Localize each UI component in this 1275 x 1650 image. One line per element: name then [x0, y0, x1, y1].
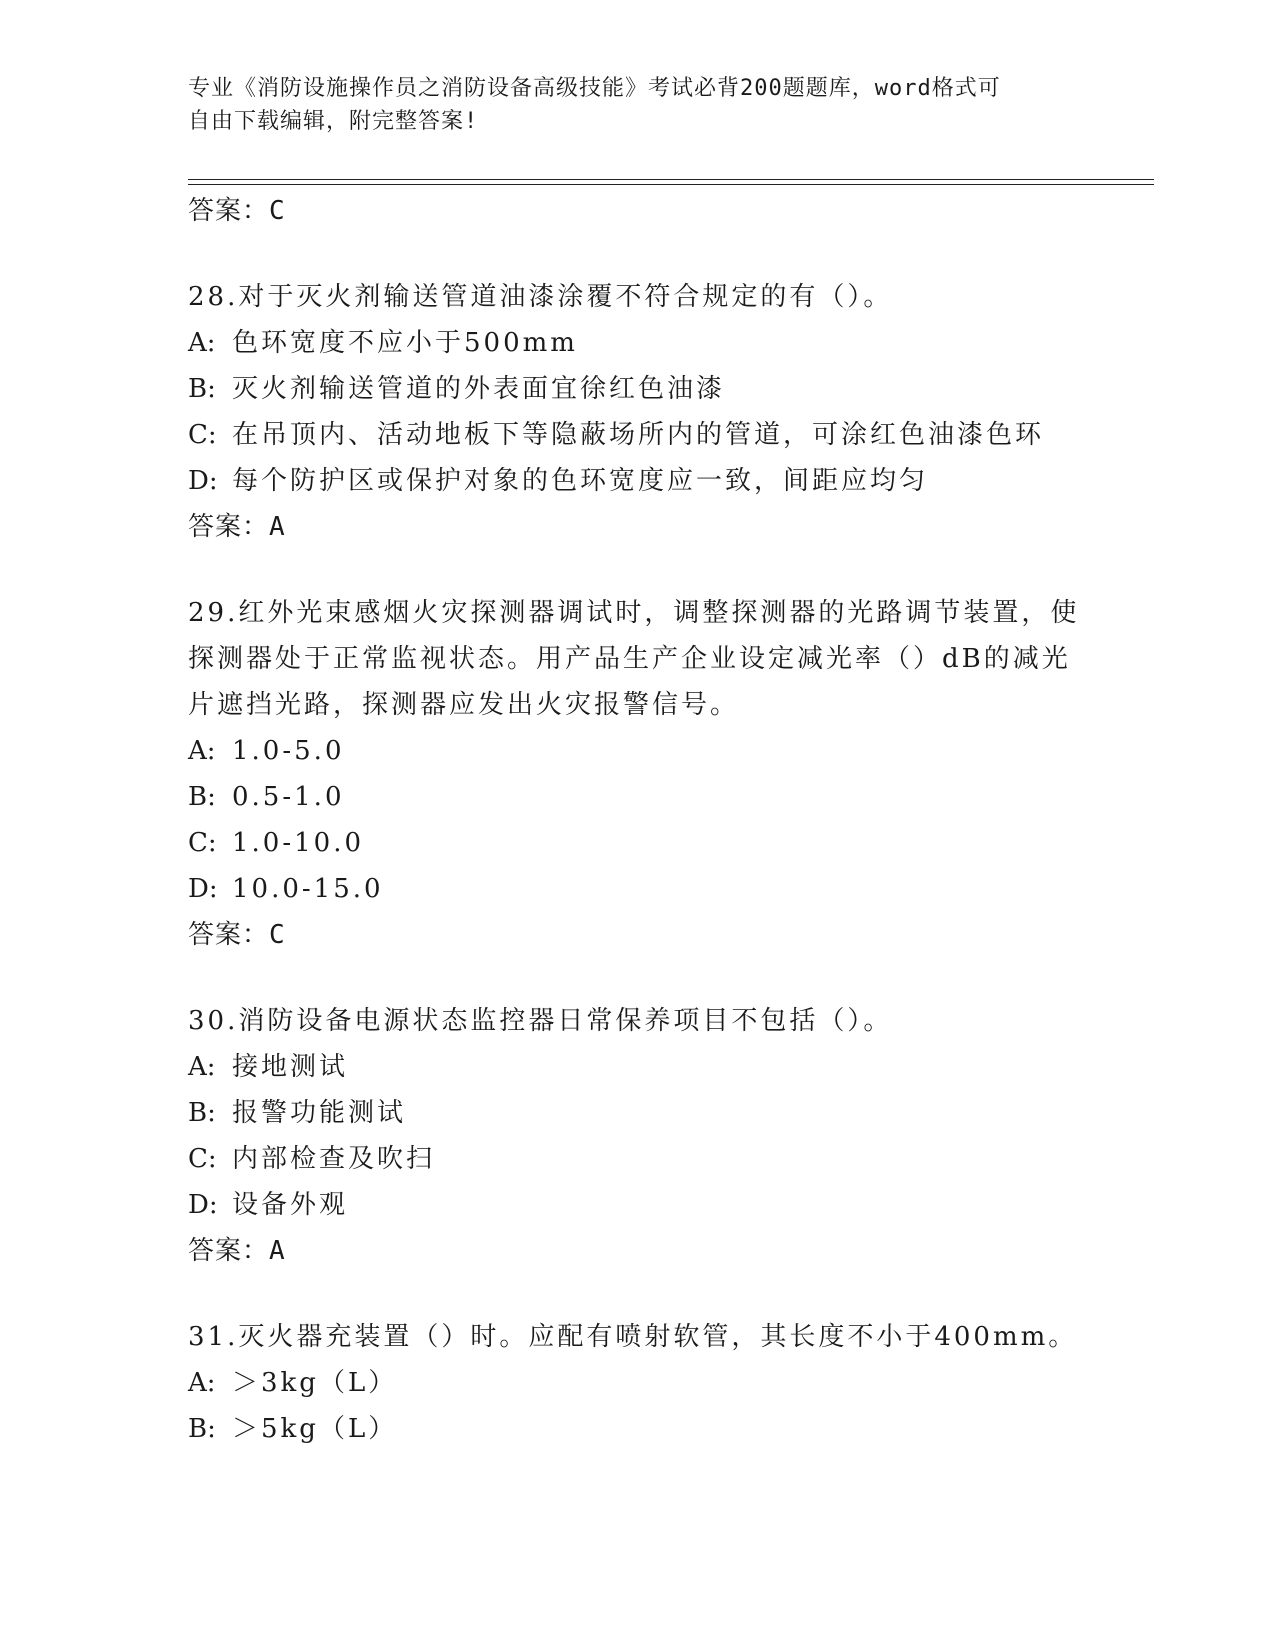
option-a	[188, 1360, 1088, 1406]
answer-value: C	[269, 196, 286, 226]
option-text: 1.0-10.0	[232, 828, 365, 858]
answer-line	[188, 1228, 1088, 1274]
option-text: ＞3kg（L）	[232, 1368, 398, 1398]
answer-line	[188, 912, 1088, 958]
option-text: 色环宽度不应小于500mm	[232, 328, 578, 358]
option-text: 在吊顶内、活动地板下等隐蔽场所内的管道，可涂红色油漆色环	[232, 420, 1045, 450]
option-c	[188, 412, 1088, 458]
answer-label: 答案：	[188, 512, 270, 542]
question-block	[188, 998, 1088, 1274]
option-text: 内部检查及吹扫	[232, 1144, 436, 1174]
header-line-2: 自由下载编辑，附完整答案!	[188, 109, 479, 134]
option-text: 报警功能测试	[232, 1098, 407, 1128]
answer-label: 答案：	[188, 920, 270, 950]
answer-line	[188, 188, 1088, 234]
option-text: 每个防护区或保护对象的色环宽度应一致，间距应均匀	[232, 466, 929, 496]
header-divider-top	[188, 179, 1154, 180]
option-letter: B:	[188, 1414, 216, 1444]
option-b	[188, 1090, 1088, 1136]
option-letter: B:	[188, 1098, 216, 1128]
option-b	[188, 1406, 1088, 1452]
option-c	[188, 820, 1088, 866]
option-letter: C:	[188, 420, 217, 450]
option-a	[188, 320, 1088, 366]
question-text: 30.消防设备电源状态监控器日常保养项目不包括（）。	[188, 1006, 893, 1036]
option-letter: B:	[188, 782, 216, 812]
option-text: 灭火剂输送管道的外表面宜徐红色油漆	[232, 374, 726, 404]
option-text: 0.5-1.0	[232, 782, 345, 812]
answer-value: C	[269, 920, 286, 950]
question-block	[188, 274, 1088, 550]
question-text: 28.对于灭火剂输送管道油漆涂覆不符合规定的有（）。	[188, 282, 893, 312]
answer-label: 答案：	[188, 1236, 270, 1266]
option-letter: B:	[188, 374, 216, 404]
option-letter: A:	[188, 736, 216, 766]
option-letter: C:	[188, 828, 217, 858]
option-a	[188, 1044, 1088, 1090]
question-block	[188, 590, 1088, 958]
question-text: 29.红外光束感烟火灾探测器调试时，调整探测器的光路调节装置，使探测器处于正常监视状态。用产品生产企业设定减光率（）dB的减光片遮挡光路，探测器应发出火灾报警信号。	[188, 598, 1080, 720]
option-letter: D:	[188, 466, 218, 496]
document-header	[188, 72, 1088, 138]
option-letter: A:	[188, 1368, 216, 1398]
option-letter: D:	[188, 1190, 218, 1220]
option-d	[188, 458, 1088, 504]
answer-value: A	[269, 1236, 286, 1266]
option-text: 10.0-15.0	[232, 874, 384, 904]
option-letter: D:	[188, 874, 218, 904]
option-letter: A:	[188, 328, 216, 358]
option-d	[188, 1182, 1088, 1228]
question-list	[188, 188, 1088, 1452]
option-a	[188, 728, 1088, 774]
question-block	[188, 1314, 1088, 1452]
header-line-1: 专业《消防设施操作员之消防设备高级技能》考试必背200题题库，word格式可	[188, 76, 1001, 101]
option-text: ＞5kg（L）	[232, 1414, 398, 1444]
option-text: 设备外观	[232, 1190, 349, 1220]
answer-label: 答案：	[188, 196, 270, 226]
question-text: 31.灭火器充装置（）时。应配有喷射软管，其长度不小于400mm。	[188, 1322, 1078, 1352]
option-b	[188, 774, 1088, 820]
option-b	[188, 366, 1088, 412]
answer-line	[188, 504, 1088, 550]
option-text: 接地测试	[232, 1052, 349, 1082]
option-letter: A:	[188, 1052, 216, 1082]
answer-value: A	[269, 512, 286, 542]
option-c	[188, 1136, 1088, 1182]
option-d	[188, 866, 1088, 912]
option-text: 1.0-5.0	[232, 736, 345, 766]
option-letter: C:	[188, 1144, 217, 1174]
header-divider-bottom	[188, 184, 1154, 185]
